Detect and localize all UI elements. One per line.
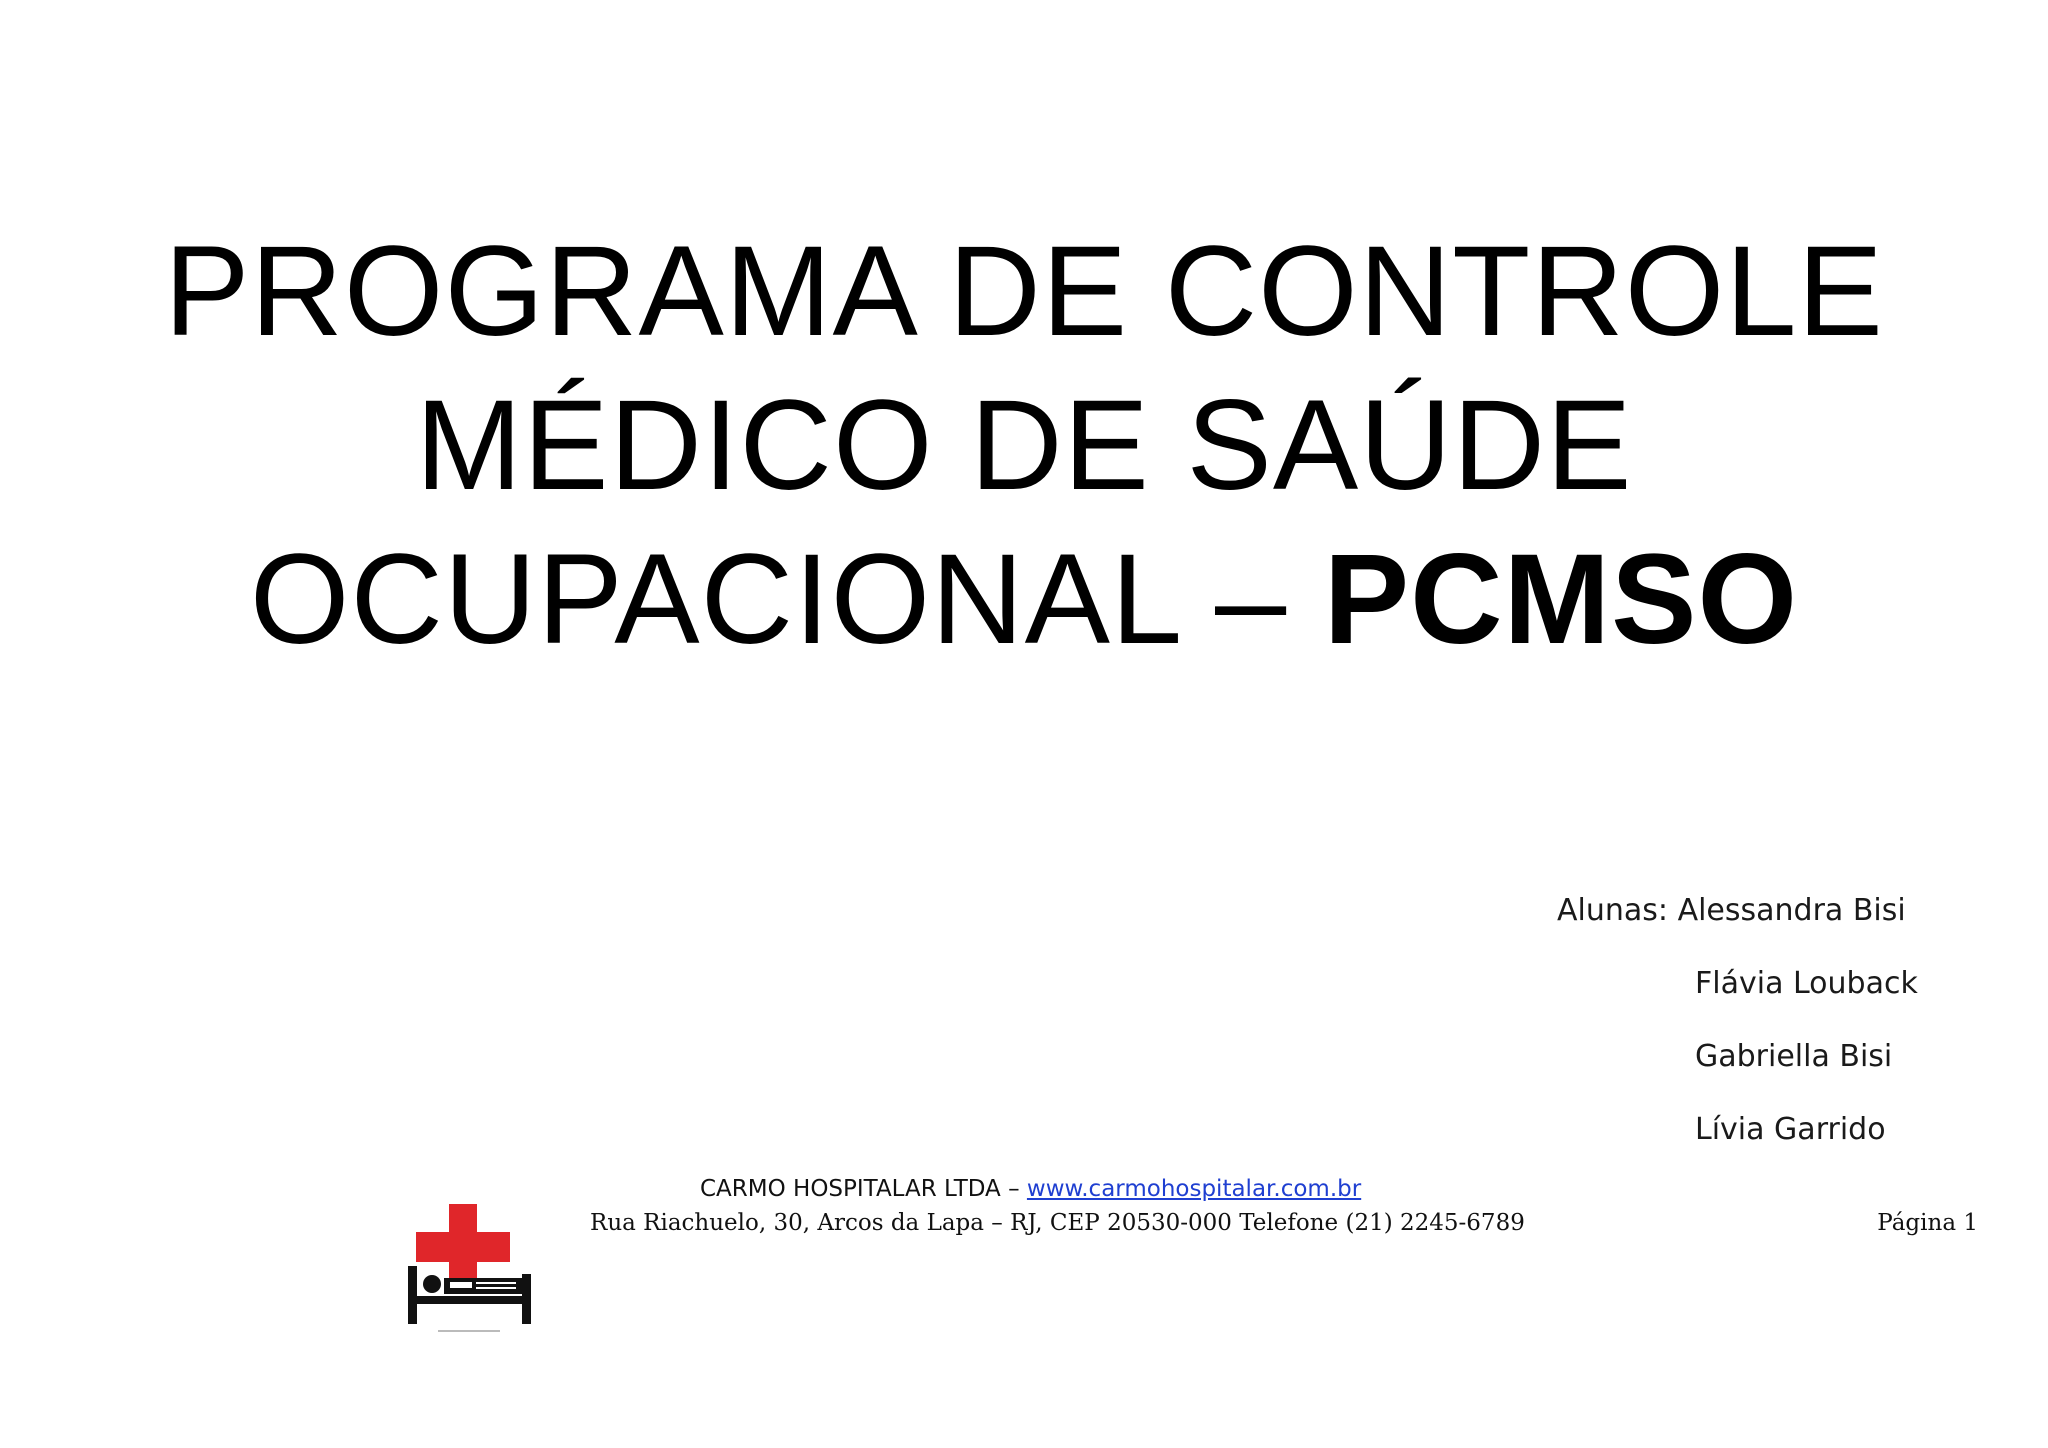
student-name: Gabriella Bisi [1695, 1039, 1893, 1074]
students-label: Alunas: [1557, 893, 1669, 928]
student-name: Flávia Louback [1695, 966, 1918, 1001]
student-name: Alessandra Bisi [1677, 893, 1906, 928]
website-link[interactable]: www.carmohospitalar.com.br [1026, 1176, 1362, 1202]
company-name: CARMO HOSPITALAR LTDA – [700, 1176, 1020, 1202]
footer-company [700, 1176, 1361, 1202]
title-line-3 [0, 523, 2048, 677]
document-title [0, 215, 2048, 677]
title-line-3-prefix: OCUPACIONAL – [249, 528, 1324, 671]
title-acronym: PCMSO [1323, 528, 1799, 671]
footer-address: Rua Riachuelo, 30, Arcos da Lapa – RJ, CEP 20530-000 Telefone (21) 2245-6789 [590, 1210, 1525, 1236]
title-line-2: MÉDICO DE SAÚDE [415, 374, 1633, 517]
students-row-1 [1557, 893, 1906, 928]
student-name: Lívia Garrido [1695, 1112, 1886, 1147]
title-line-1: PROGRAMA DE CONTROLE [164, 220, 1884, 363]
red-cross-hospital-bed-icon [402, 1200, 536, 1336]
page-number: Página 1 [1877, 1210, 1978, 1236]
